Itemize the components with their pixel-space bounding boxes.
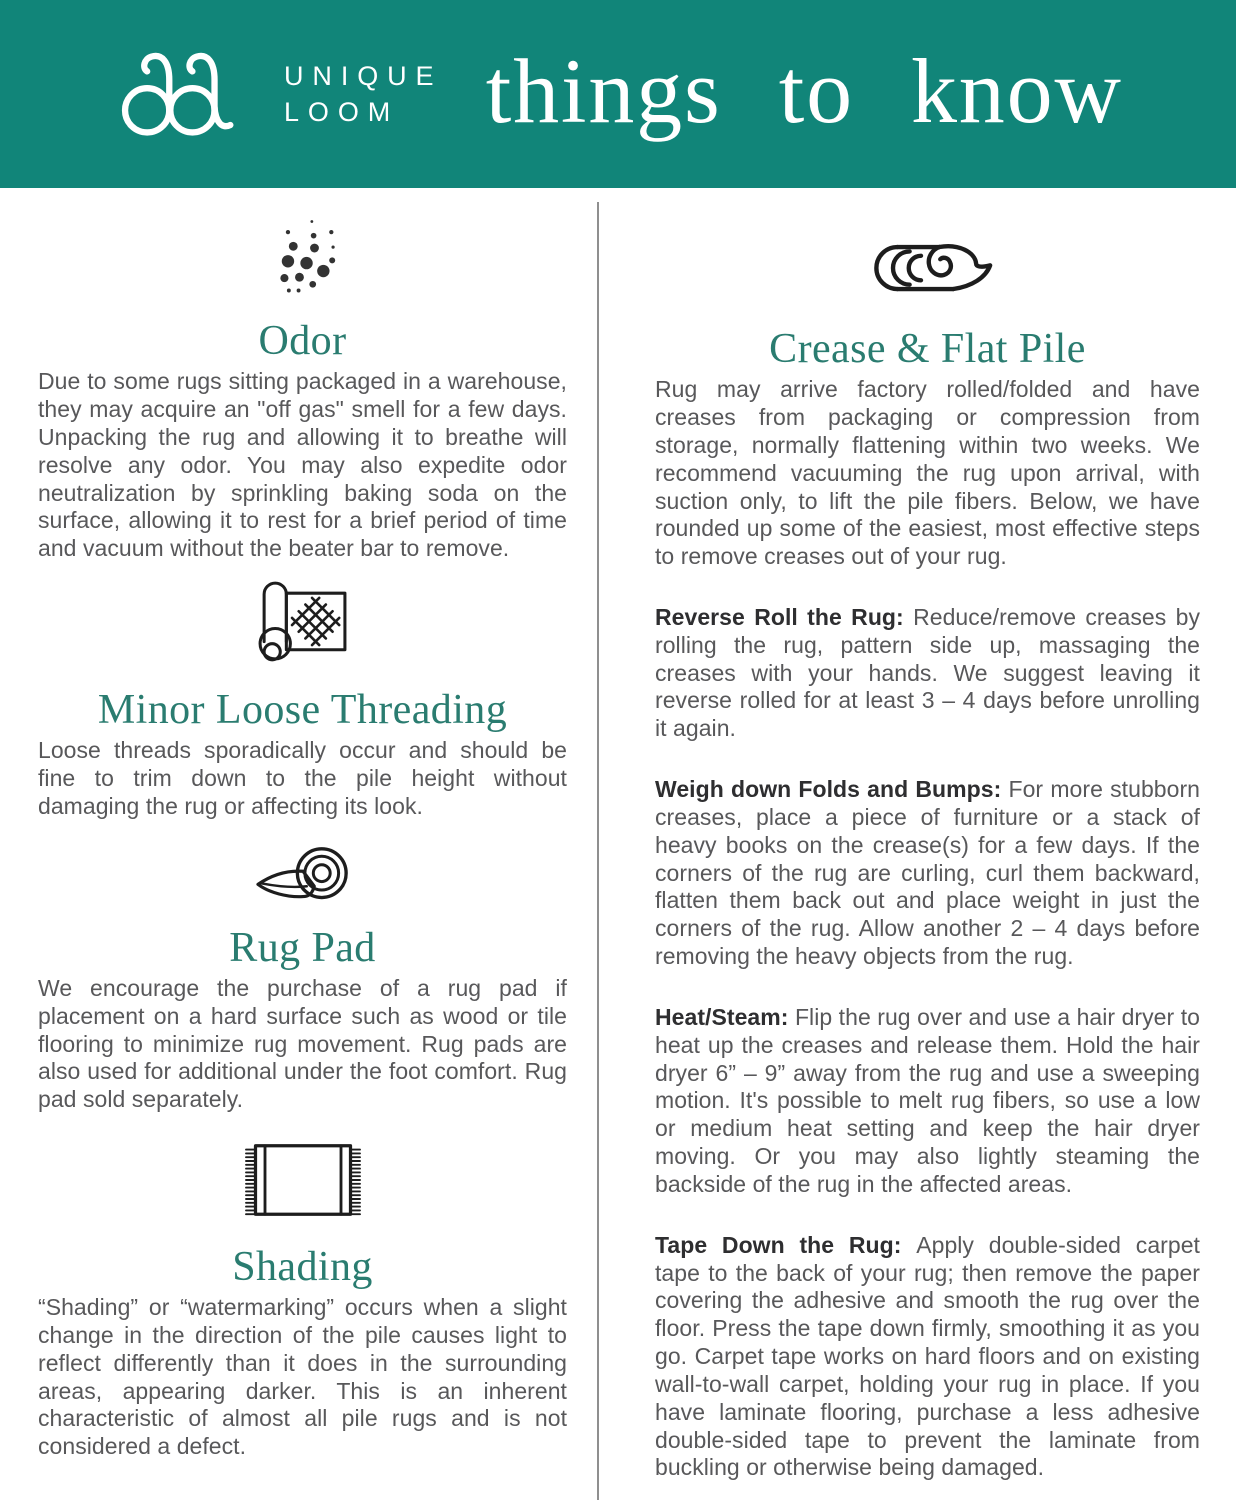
- brand-name: [284, 58, 442, 131]
- left-column: [0, 188, 597, 1500]
- shading-heading: Shading: [232, 1243, 373, 1290]
- odor-particles-icon: [239, 210, 367, 302]
- tip-heat-steam-text: Flip the rug over and use a hair dryer to heat up the creases and release them. Hold the hair dryer 6” – 9” away from the rug and use a sweeping motion. It's possible to melt rug fibers, so use a low or medium heat setting and keep the hair dryer moving. Or you may also lightly steaming the backside of the rug in the affected areas.: [655, 1003, 1200, 1197]
- crease-icon-wrap: [655, 240, 1200, 296]
- odor-icon-wrap: [38, 210, 567, 302]
- tip-weigh-down-label: Weigh down Folds and Bumps:: [655, 776, 1009, 803]
- right-column: [599, 188, 1236, 1500]
- tip-heat-steam: [655, 1004, 1200, 1199]
- brand-line1: UNIQUE: [284, 60, 443, 91]
- rugpad-body: We encourage the purchase of a rug pad if placement on a hard surface such as wood or tile flooring to minimize rug movement. Rug pads are also used for additional under the foot comfort. Rug pad sold separately.: [38, 974, 567, 1113]
- header-banner: [0, 0, 1236, 188]
- threading-heading: Minor Loose Threading: [97, 686, 508, 733]
- tip-heat-steam-label: Heat/Steam:: [655, 1003, 795, 1030]
- tip-tape-down-label: Tape Down the Rug:: [655, 1231, 917, 1258]
- tip-reverse-roll-text: Reduce/remove creases by rolling the rug, pattern side up, massaging the creases with your hands. We suggest leaving it reverse rolled for at least 3 – 4 days before unrolling it again.: [655, 603, 1200, 742]
- crease-heading: Crease & Flat Pile: [769, 326, 1086, 372]
- section-rug-pad: [38, 845, 567, 1114]
- tip-reverse-roll: [655, 604, 1200, 743]
- section-odor: [38, 210, 567, 563]
- tip-weigh-down: [655, 776, 1200, 971]
- rugpad-heading: Rug Pad: [229, 924, 376, 971]
- section-shading: [38, 1142, 567, 1461]
- shading-icon-wrap: [38, 1142, 567, 1218]
- rugpad-icon-wrap: [38, 845, 567, 905]
- page-title: things to know: [485, 40, 1123, 142]
- tip-weigh-down-text: For more stubborn creases, place a piece of furniture or a stack of heavy books on the crease(s) for a few days. If the corners of the rug are curling, curl them backward, flatten them back out and place weight in just the corners of the rug. Allow another 2 – 4 days before removing the heavy objects from the rug.: [655, 776, 1200, 970]
- section-crease-flat-pile: [655, 240, 1200, 1482]
- tip-tape-down: [655, 1232, 1200, 1482]
- shading-body: “Shading” or “watermarking” occurs when a slight change in the direction of the pile causes light to reflect differently than it does in the surrounding areas, appearing darker. This is an inherent characteristic of almost all pile rugs and is not considered a defect.: [38, 1294, 567, 1460]
- threading-icon-wrap: [38, 577, 567, 673]
- rug-pad-roll-icon: [253, 845, 353, 905]
- unique-loom-monogram-icon: [108, 44, 260, 144]
- odor-body: Due to some rugs sitting packaged in a warehouse, they may acquire an "off gas" smell for a few days. Unpacking the rug and allowing it to breathe will resolve any odor. You may also expedite odor neutralization by sprinkling baking soda on the surface, allowing it to rest for a brief period of time and vacuum without the beater bar to remove.: [38, 368, 567, 562]
- shaded-rug-icon: [244, 1142, 362, 1218]
- brand-line2: LOOM: [284, 97, 400, 127]
- rolled-rug-side-icon: [858, 240, 998, 296]
- section-minor-loose-threading: [38, 577, 567, 821]
- rolled-rug-corner-icon: [252, 577, 353, 673]
- threading-body: Loose threads sporadically occur and should be fine to trim down to the pile height without damaging the rug or affecting its look.: [38, 737, 567, 819]
- tip-reverse-roll-label: Reverse Roll the Rug:: [655, 603, 914, 630]
- crease-intro: Rug may arrive factory rolled/folded and have creases from packaging or compression from storage, normally flattening within two weeks. We recommend vacuuming the rug upon arrival, with suction only, to lift the pile fibers. Below, we have rounded up some of the easiest, most effective steps to remove creases out of your rug.: [655, 376, 1200, 570]
- odor-heading: Odor: [258, 318, 347, 364]
- tip-tape-down-text: Apply double-sided carpet tape to the back of your rug; then remove the paper covering the adhesive and smooth the rug over the floor. Press the tape down firmly, smoothing it as you go. Carpet tape works on hard floors and on existing wall-to-wall carpet, holding your rug in place. If you have laminate flooring, purchase a less adhesive double-sided tape to prevent the laminate from buckling or otherwise being damaged.: [655, 1231, 1200, 1481]
- content-columns: [0, 188, 1236, 1500]
